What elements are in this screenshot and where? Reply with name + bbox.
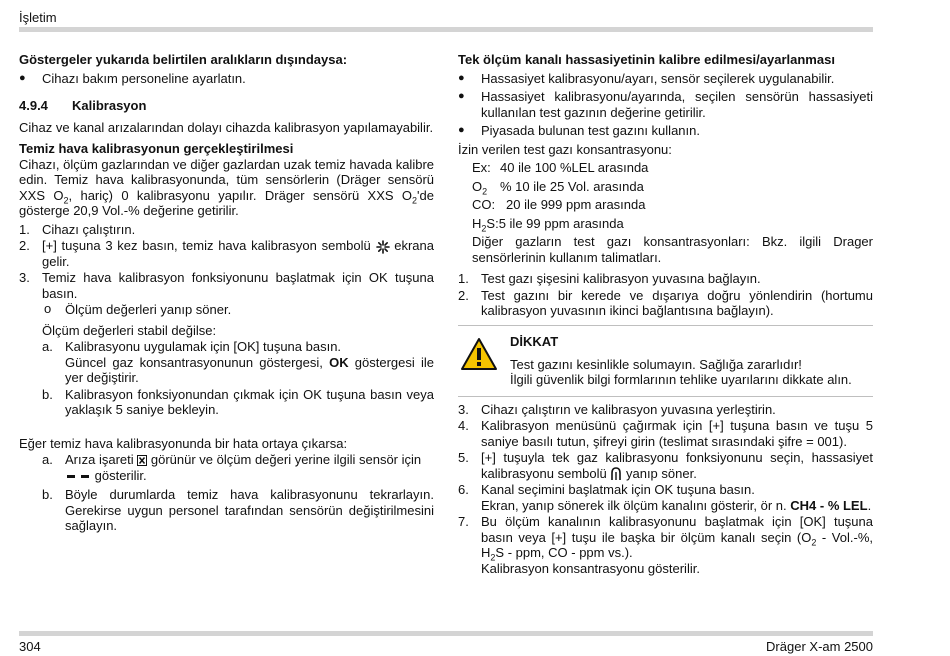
warning-title: DİKKAT (510, 333, 559, 349)
gas-row-co: CO: 20 ile 999 ppm arasında (472, 197, 646, 212)
dashes-icon (65, 472, 91, 480)
section-heading (19, 98, 434, 114)
footer-product-name: Dräger X-am 2500 (766, 639, 873, 654)
page-header-title: İşletim (19, 10, 57, 25)
fault-sign-icon (137, 455, 147, 466)
step-item: 3. Temiz hava kalibrasyon fonksiyonunu başlatmak için OK tuşuna basın. (19, 270, 434, 301)
sub-step-item: a. Kalibrasyonu uygulamak için [OK] tuşuna basın. Güncel gaz konsantrasyonunun göstergesi, OK göstergesi ile yer değiştirir. (42, 339, 434, 386)
sub-step-item: b. Böyle durumlarda temiz hava kalibrasyonunu tekrarlayın. Gerekirse uygun personel tarafından sensörün değiştirilmesini sağlayın. (42, 487, 434, 534)
page-number: 304 (19, 639, 41, 654)
sensitivity-heading: Tek ölçüm kanalı hassasiyetinin kalibre edilmesi/ayarlanması (458, 52, 835, 67)
out-of-range-heading: Göstergeler yukarıda belirtilen aralıkların dışındaysa: (19, 52, 348, 67)
step-item: 2. Test gazını bir kerede ve dışarıya doğru yönlendirin (hortumu kalibrasyon yuvasının ikinci bağlantısına bağlayın). (458, 287, 873, 318)
step-item: 7. Bu ölçüm kanalının kalibrasyonunu başlatmak için [OK] tuşuna basın veya [+] tuşu ile başka bir ölçüm kanalı seçin ($O_2 - Vol.-\%$, $H_2S$ - ppm, CO - ppm vs.). Kalibrasyon konsantrasyonu gösterilir. (458, 514, 873, 576)
step-item: 3. Cihazı çalıştırın ve kalibrasyon yuvasına yerleştirin. (458, 401, 776, 417)
warning-bottom-rule (458, 396, 873, 397)
right-column (458, 52, 873, 577)
list-item: ● Hassasiyet kalibrasyonu/ayarında, seçilen sensörün hassasiyeti kullanılan test gazının değerine getirilir. (458, 89, 873, 120)
step-item: 6. Kanal seçimini başlatmak için OK tuşuna basın. Ekran, yanıp sönerek ilk ölçüm kanalını gösterir, ör n. CH4 - % LEL. (458, 482, 872, 513)
fresh-air-paragraph: Cihazı, ölçüm gazlarından ve diğer gazlardan uzak temiz havada kalibre edin. Temiz hava kalibrasyonunda, tüm sensörlerin (Dräger sensörü XXS $O_2$, hariç) 0 kalibrasyonu yapılır. Dräger sensörü XXS $O_2'de$ gösterge 20,9 Vol.-% değerine getirilir. (19, 156, 434, 218)
sub-step-item: a. Arıza işareti görünür ve ölçüm değeri yerine ilgili sensör için gösterilir. (42, 452, 422, 483)
warning-top-rule (458, 325, 873, 326)
header-rule (19, 27, 873, 32)
list-item: ● Cihazı bakım personeline ayarlatın. (19, 71, 434, 87)
warning-text: Test gazını kesinlikle solumayın. Sağlığa zararlıdır! İlgili güvenlik bilgi formlarının tehlike uyarılarını dikkate alın. (510, 356, 852, 387)
list-item: o Ölçüm değerleri yanıp söner. (42, 302, 434, 318)
fresh-air-calibration-icon (376, 240, 390, 254)
list-item: ● Hassasiyet kalibrasyonu/ayarı, sensör seçilerek uygulanabilir. (458, 71, 873, 87)
step-item: 1. Cihazı çalıştırın. (19, 221, 136, 237)
step-item: 1. Test gazı şişesini kalibrasyon yuvasına bağlayın. (458, 271, 761, 286)
step-item: 4. Kalibrasyon menüsünü çağırmak için [+] tuşuna basın ve tuşu 5 saniye basılı tutun, şifreyi girin (teslimat sırasındaki şifre = 001). (458, 418, 873, 449)
other-gases-text: Diğer gazların test gazı konsantrasyonları: Bkz. ilgili Drager sensörlerinin kullanım talimatları. (472, 234, 873, 265)
sub-step-item: b. Kalibrasyon fonksiyonundan çıkmak için OK tuşuna basın veya yaklaşık 5 saniye bekleyin. (42, 386, 434, 418)
step-item: 5. [+] tuşuyla tek gaz kalibrasyonu fonksiyonunu seçin, hassasiyet kalibrasyonu sembolü yanıp söner. (458, 450, 873, 481)
fresh-air-heading: Temiz hava kalibrasyonun gerçekleştirilmesi (19, 141, 294, 156)
footer-rule (19, 631, 873, 636)
error-intro: Eğer temiz hava kalibrasyonunda bir hata ortaya çıkarsa: (19, 435, 348, 451)
section-title: Kalibrasyon (72, 98, 147, 113)
calibration-intro: Cihaz ve kanal arızalarından dolayı cihazda kalibrasyon yapılamayabilir. (19, 119, 434, 135)
gas-row-o2: $O_2$ % 10 ile 25 Vol. arasında (472, 178, 644, 197)
step-item: 2. [+] tuşuna 3 kez basın, temiz hava kalibrasyon sembolü ekrana gelir. (19, 238, 434, 269)
unstable-text: Ölçüm değerleri stabil değilse: (42, 322, 217, 338)
warning-box (458, 330, 873, 392)
section-number: 4.9.4 (19, 98, 48, 113)
left-column (19, 52, 434, 535)
gas-row-h2s: $H_2S$: 5 ile 99 ppm arasında (472, 215, 624, 234)
sensitivity-calibration-icon (610, 467, 622, 481)
gas-row-ex: Ex: 40 ile 100 %LEL arasında (472, 160, 649, 175)
warning-triangle-icon (460, 337, 498, 371)
list-item: ● Piyasada bulunan test gazını kullanın. (458, 123, 873, 139)
gas-intro: İzin verilen test gazı konsantrasyonu: (458, 141, 672, 157)
